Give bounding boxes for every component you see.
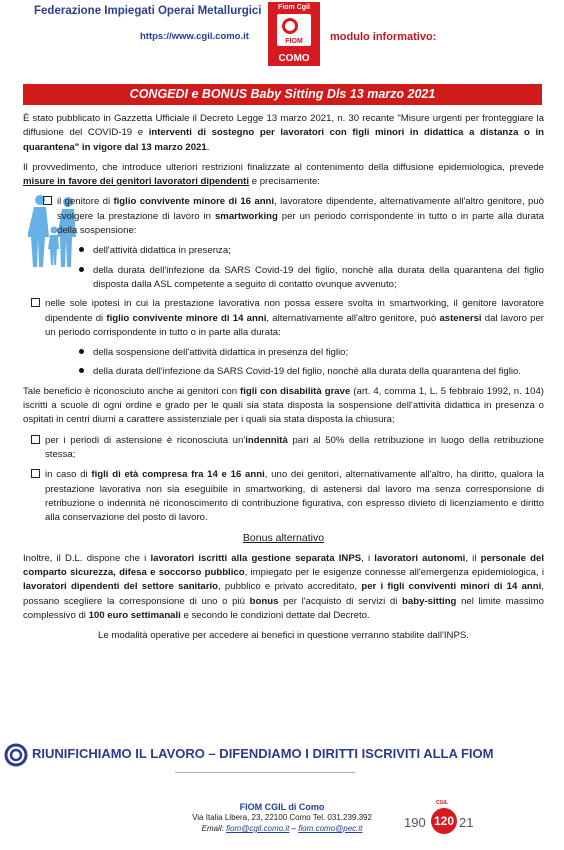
org-name: Federazione Impiegati Operai Metallurgici — [34, 5, 262, 17]
document-title: CONGEDI e BONUS Baby Sitting Dls 13 marzo 2021 — [23, 84, 542, 105]
checkbox-icon — [31, 435, 40, 444]
bullet-icon — [79, 368, 84, 373]
website-link[interactable]: https://www.cgil.como.it — [140, 31, 249, 42]
paragraph-intro: È stato pubblicato in Gazzetta Ufficiale il Decreto Legge 13 marzo 2021, n. 30 recante "Misure urgenti per fronteggiare la diffusione del COVID-19 e interventi di sostegno per lavoratori con figli minori in didattica a distanza o in quarantena" in vigore dal 13 marzo 2021. — [23, 113, 544, 153]
section-subtitle: Bonus alternativo — [242, 532, 325, 545]
centenary-logo — [404, 800, 494, 835]
email-link[interactable]: fiom@cgil.como.it — [226, 824, 290, 833]
checkbox-item-indennita: per i periodi di astensione è riconosciuta un'indennità pari al 50% della retribuzione in luogo della retribuzione stessa; — [45, 434, 544, 463]
bullet-icon — [79, 267, 84, 272]
paragraph-provvedimento: Il provvedimento, che introduce ulteriori restrizioni finalizzate al contenimento della diffusione epidemiologica, prevede misure in favore dei genitori lavoratori dipendenti e precisamente: — [23, 161, 544, 188]
year-start: 190 — [404, 815, 426, 830]
bullet-icon — [79, 349, 84, 354]
footer-email: Email: fiom@cgil.como.it – fiom.como@pec.it — [201, 824, 363, 833]
slogan: RIUNIFICHIAMO IL LAVORO – DIFENDIAMO I DIRITTI ISCRIVITI ALLA FIOM — [32, 746, 494, 761]
document-body — [23, 112, 544, 650]
modulo-label: modulo informativo: — [330, 31, 437, 43]
paragraph-inps: Le modalità operative per accedere ai benefici in questione verranno stabilite dall'INPS. — [98, 630, 469, 642]
checkbox-item-14-16: in caso di figli di età compresa fra 14 e 16 anni, uno dei genitori, alternativamente all'altro, ha diritto, qualora la prestazione lavorativa non sia eseguibile in smartworking, di astenersi dal lavoro ma senza corresponsione di retribuzione o indennità né riconoscimento di contribuzione figurativa, con espresso divieto di licenziamento e diritto alla conservazione del posto di lavoro. — [45, 468, 544, 525]
checkbox-item-astensione: nelle sole ipotesi in cui la prestazione lavorativa non possa essere svolta in smartworking, il genitore lavoratore dipendente di figlio convivente minore di 14 anni, alternativamente all'altro genitore, può astenersi dal lavoro per un periodo corrispondente in tutto o in parte alla durata: — [45, 297, 544, 340]
bullet-item: della durata dell'infezione da SARS Covid-19 del figlio, nonchè alla durata della quarantena del figlio. — [93, 365, 544, 379]
checkbox-item-smartworking: il genitore di figlio convivente minore di 16 anni, lavoratore dipendente, alternativamente all'altro genitore, può svolgere la prestazione di lavoro in smartworking per un periodo corrispondente in tutto o in parte alla durata della sospensione: — [57, 195, 544, 238]
logo-word: FIOM — [285, 38, 303, 45]
checkbox-icon — [31, 469, 40, 478]
logo-bottom-text: COMO — [278, 53, 310, 64]
bullet-icon — [79, 247, 84, 252]
pec-email-link[interactable]: fiom.como@pec.it — [298, 824, 363, 833]
fiom-cgil-logo — [268, 2, 320, 66]
cgil-tag: CGIL — [436, 800, 448, 806]
footer-address: Via Italia Libera, 23, 22100 Como Tel. 031.239.392 — [192, 813, 372, 822]
bullet-item: della durata dell'infezione da SARS Covid-19 del figlio, nonchè alla durata della quarantena del figlio disposta dalla ASL competente a seguito di contatto ovunque avvenuto; — [93, 264, 544, 293]
gear-icon — [277, 14, 311, 46]
spiral-icon — [4, 743, 28, 767]
paragraph-disabilita: Tale beneficio è riconosciuto anche ai genitori con figli con disabilità grave (art. 4, comma 1, L. 5 febbraio 1992, n. 104) iscritti a scuole di ogni ordine e grado per le quali sia stata disposta la sospensione dell'attività didattica in presenza o ospitati in centri diurni a carattere assistenziale per i quali sia stata disposta la chiusura; — [23, 385, 544, 426]
year-end: 21 — [459, 815, 474, 830]
bullet-item: dell'attività didattica in presenza; — [93, 244, 544, 258]
bullet-item: della sospensione dell'attività didattica in presenza del figlio; — [93, 346, 544, 360]
checkbox-icon — [31, 298, 40, 307]
footer-name: FIOM CGIL di Como — [239, 802, 325, 812]
centenary-badge: 120 — [431, 808, 457, 834]
footer-divider — [175, 772, 355, 773]
checkbox-icon — [43, 196, 52, 205]
paragraph-bonus: Inoltre, il D.L. dispone che i lavoratori iscritti alla gestione separata INPS, i lavoratori autonomi, il personale del comparto sicurezza, difesa e soccorso pubblico, impiegato per le esigenze connesse all'emergenza epidemiologica, i lavoratori dipendenti del settore sanitario, pubblico e privato accreditato, per i figli conviventi minori di 14 anni, possano scegliere la corresponsione di uno o più bonus per l'acquisto di servizi di baby-sitting nel limite massimo complessivo di 100 euro settimanali e secondo le condizioni dettate dal Decreto. — [23, 552, 544, 621]
logo-top-text: Fiom Cgil — [278, 4, 310, 11]
